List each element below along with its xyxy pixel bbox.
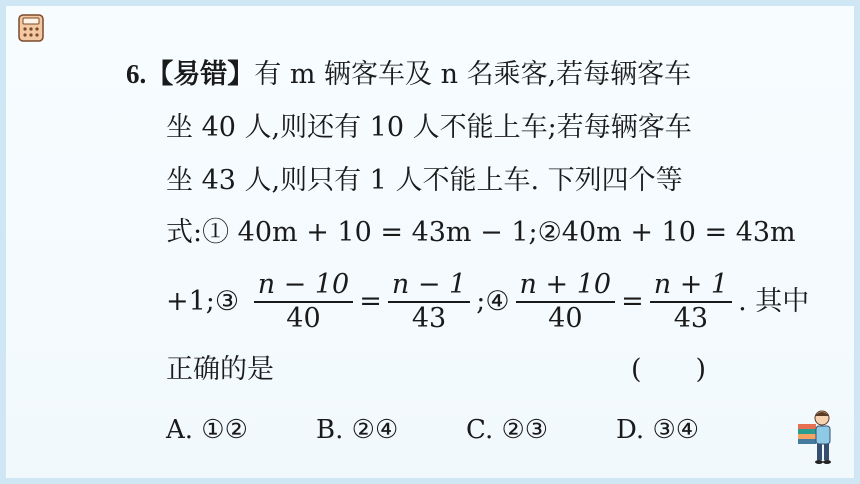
option-a[interactable]: A. ①② [166, 415, 248, 445]
question-line-2: 坐 40 人,则还有 10 人不能上车;若每辆客车 [166, 112, 692, 143]
fraction-1 [254, 271, 354, 334]
separator: ;④ [476, 285, 510, 317]
fraction-1-numerator: n − 10 [254, 271, 354, 303]
equals-sign-1: = [359, 285, 382, 317]
option-d[interactable]: D. ③④ [616, 415, 700, 445]
fraction-4-numerator: n + 1 [650, 271, 732, 303]
student-with-books-icon [794, 408, 840, 468]
fraction-2-numerator: n − 1 [388, 271, 470, 303]
fraction-4-denominator: 43 [673, 303, 709, 335]
fraction-2-denominator: 43 [411, 303, 447, 335]
question-line-4: 式:① 40m + 10 = 43m − 1;②40m + 10 = 43m [166, 217, 796, 248]
question-line-6 [166, 356, 274, 383]
fraction-3-numerator: n + 10 [516, 271, 616, 303]
option-b[interactable]: B. ②④ [316, 415, 399, 445]
question-line-5 [166, 271, 809, 334]
option-3-prefix: +1;③ [166, 285, 240, 317]
fraction-4 [650, 271, 732, 334]
option-c[interactable]: C. ②③ [466, 415, 549, 445]
fraction-3-denominator: 40 [548, 303, 583, 335]
question-text-1: 有 m 辆客车及 n 名乘客,若每辆客车 [254, 59, 692, 90]
fraction-1-denominator: 40 [286, 303, 321, 335]
fraction-3 [516, 271, 616, 334]
question-number: 6. [126, 59, 147, 89]
question-line-1 [126, 61, 691, 88]
question-text-6: 正确的是 [166, 354, 274, 385]
answer-parentheses: ( ) [631, 354, 707, 385]
equals-sign-2: = [621, 285, 644, 317]
question-line-3: 坐 43 人,则只有 1 人不能上车. 下列四个等 [166, 165, 683, 196]
fraction-2 [388, 271, 470, 334]
answer-options [166, 417, 766, 443]
question-text-5-end: . 其中 [738, 285, 810, 317]
question-tag: 【易错】 [146, 59, 255, 90]
calculator-icon [18, 14, 44, 42]
